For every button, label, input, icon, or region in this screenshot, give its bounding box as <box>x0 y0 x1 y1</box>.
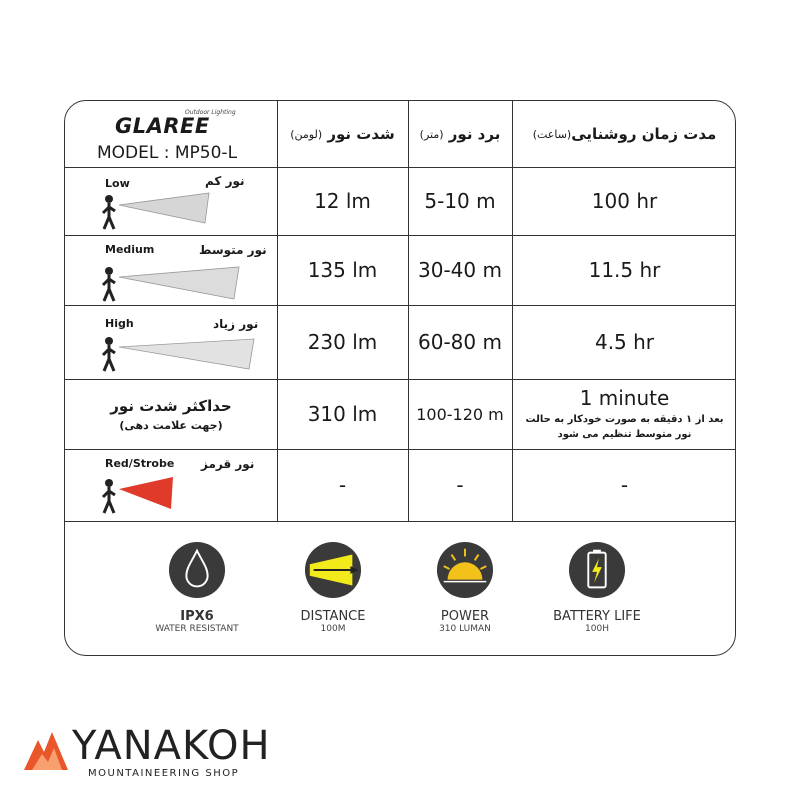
header-duration <box>512 101 736 167</box>
mode-en-label: High <box>105 317 134 330</box>
divider <box>65 521 735 522</box>
water-drop-icon <box>168 541 226 599</box>
mode-fa-label: نور متوسط <box>199 243 267 257</box>
range-value: 5-10 m <box>424 189 496 213</box>
range-value: 60-80 m <box>418 330 502 354</box>
feature-sub: 310 LUMAN <box>439 624 491 634</box>
mode-fa-label: نور زیاد <box>213 317 259 331</box>
feature-distance <box>273 541 393 635</box>
battery-icon <box>568 541 626 599</box>
header-range-unit: (متر) <box>419 127 444 141</box>
header-intensity-label: شدت نور <box>327 125 395 143</box>
header-intensity-unit: (لومن) <box>290 127 323 141</box>
mode-en-label: Red/Strobe <box>105 457 175 470</box>
model-label: MODEL : MP50-L <box>97 143 238 163</box>
duration-note: بعد از ۱ دقیقه به صورت خودکار به حالت نور متوسط تنظیم می شود <box>525 414 724 440</box>
feature-label: BATTERY LIFE <box>553 609 641 624</box>
feature-sub: 100H <box>585 624 609 634</box>
lumens-value: 12 lm <box>314 189 371 213</box>
feature-ipx6 <box>137 541 257 635</box>
lumens-value: 310 lm <box>307 402 378 426</box>
spec-table <box>65 101 735 521</box>
header-duration-unit: (ساعت) <box>532 127 572 141</box>
lumens-value: 230 lm <box>307 330 378 354</box>
mode-fa-label: نور قرمز <box>201 457 255 471</box>
range-value: 100-120 m <box>416 404 504 424</box>
brand-logo: GLAREE <box>115 114 210 138</box>
header-range <box>408 101 512 167</box>
mode-fa-label: نور کم <box>205 174 245 188</box>
shop-name: YANAKOH <box>72 723 271 769</box>
duration-value: - <box>620 473 629 497</box>
mode-en-label: Medium <box>105 243 155 256</box>
beam-distance-icon <box>304 541 362 599</box>
shop-tagline: MOUNTAINEERING SHOP <box>88 768 240 779</box>
duration-value: 100 hr <box>591 189 658 213</box>
feature-sub: WATER RESISTANT <box>155 624 239 634</box>
header-duration-label: مدت زمان روشنایی <box>571 125 717 143</box>
mode-note: (جهت علامت دهی) <box>119 418 223 432</box>
feature-power <box>405 541 525 635</box>
header-range-label: برد نور <box>448 125 501 143</box>
mode-en-label: Low <box>105 177 130 190</box>
walker-medium-beam-icon <box>99 259 249 305</box>
shop-logo-icon <box>22 726 70 774</box>
feature-label: DISTANCE <box>300 609 366 624</box>
lumens-value: 135 lm <box>307 258 378 282</box>
walker-high-beam-icon <box>99 329 261 375</box>
walker-low-beam-icon <box>99 187 239 231</box>
mode-max-cell <box>65 379 277 449</box>
range-value: 30-40 m <box>418 258 502 282</box>
duration-max-cell <box>512 379 736 449</box>
brand-tagline: Outdoor Lighting <box>185 109 236 116</box>
duration-value: 1 minute <box>579 386 670 410</box>
range-value: - <box>456 473 464 497</box>
sun-power-icon <box>436 541 494 599</box>
feature-label: POWER <box>440 609 490 624</box>
spec-card <box>64 100 736 656</box>
duration-value: 11.5 hr <box>588 258 661 282</box>
feature-battery <box>537 541 657 635</box>
mode-fa-label: حداکثر شدت نور <box>110 396 232 415</box>
duration-value: 4.5 hr <box>594 330 655 354</box>
header-intensity <box>277 101 408 167</box>
walker-red-beam-icon <box>99 471 179 517</box>
lumens-value: - <box>338 473 347 497</box>
feature-label: IPX6 <box>180 609 214 624</box>
feature-sub: 100M <box>320 624 346 634</box>
